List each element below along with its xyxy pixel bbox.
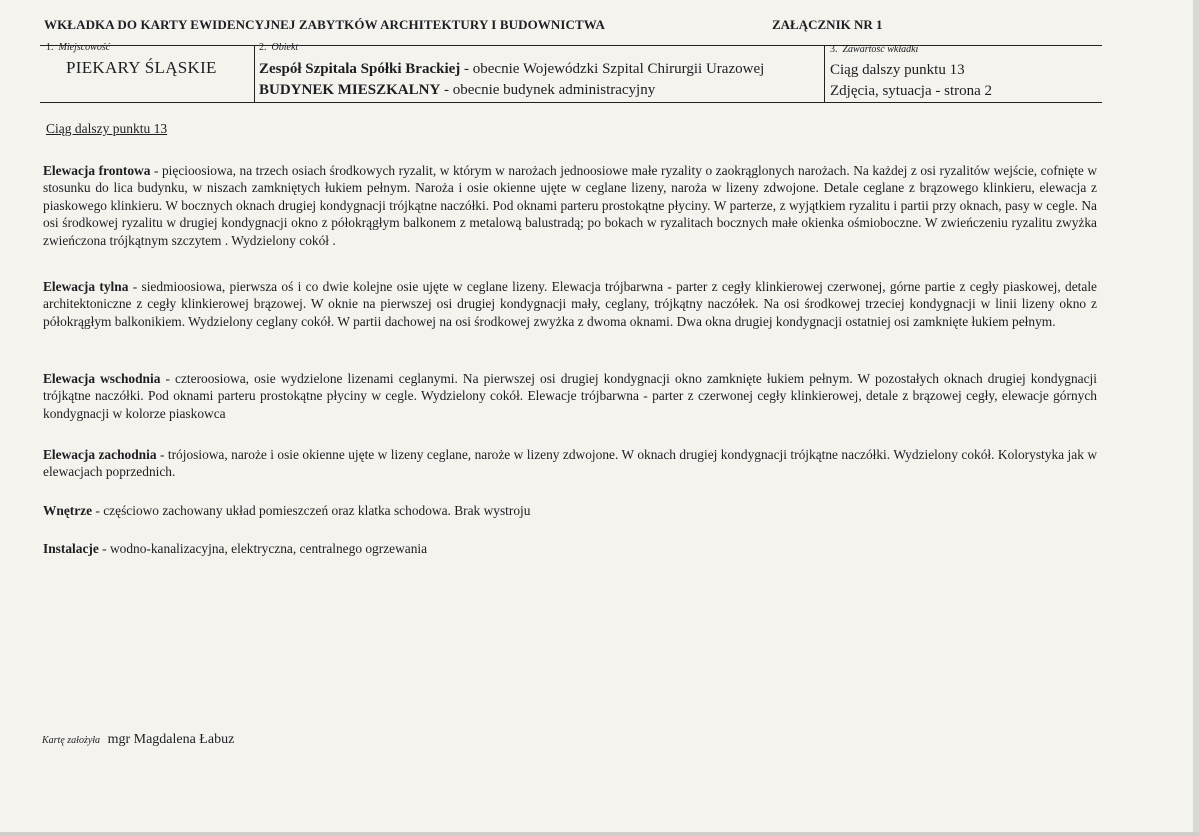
author-name: mgr Magdalena Łabuz: [107, 732, 235, 747]
document-title: WKŁADKA DO KARTY EWIDENCYJNEJ ZABYTKÓW ARCHITEKTURY I BUDOWNICTWA: [44, 17, 605, 32]
section-interior: Wnętrze - częściowo zachowany układ pomieszczeń oraz klatka schodowa. Brak wystroju: [43, 503, 531, 518]
contents-line-1: Ciąg dalszy punktu 13: [830, 62, 965, 78]
scan-edge-right: [1193, 0, 1199, 836]
section-east-elevation: Elewacja wschodnia - czteroosiowa, osie wydzielone lizenami ceglanymi. Na pierwszej osi drugiej kondygnacji okno zamknięte łukiem pełnym. W pozostałych oknach drugiej kondygnacji trójkątne naczółki. Pod oknami parteru prostokątne płyciny w cegle. Wydzielony cokół. Elewacje trójbarwna - parter z czerwonej cegły klinkierowej, detale z brązowej cegły, elewacje górnych kondygnacji w kolorze piaskowca: [43, 371, 1098, 421]
author-label: Kartę założyła: [42, 735, 101, 746]
contents-field-label: 3. Zawartość wkładki: [830, 44, 919, 55]
section-front-elevation: Elewacja frontowa - pięcioosiowa, na trzech osiach środkowych ryzalit, w którym w narożach jednoosiowe małe ryzality o zaokrąglonych narożach. Na każdej z osi ryzalitów wejście, cofnięte w stosunku do lica budynku, w niszach zamkniętych łukiem pełnym. Naroża i osie okienne ujęte w ceglane lizeny, naroża w lizeny zdwojone. Detale ceglane z brązowego klinkieru, elewacja z piaskowego klinkieru. W bocznych oknach drugiej kondygnacji trójkątne naczółki. Pod oknami parteru prostokątne płyciny. W parterze, z wyjątkiem ryzalitu i partii przy oknach, pasy w cegle. Na osi środkowej ryzalitu w drugiej kondygnacji okno z półokrągłym balkonem z metalową balustradą; po bokach w ryzalitach bocznych małe okienka ośmioboczne. W zwieńczeniu ryzalitu zwyżka zwieńczona trójkątnym szczytem . Wydzielony cokół .: [43, 163, 1097, 248]
header-top-rule: [40, 45, 1102, 46]
section-installations: Instalacje - wodno-kanalizacyjna, elektryczna, centralnego ogrzewania: [43, 541, 428, 556]
object-field-label: 2. Obiekt: [259, 42, 299, 53]
object-name-line-1: Zespół Szpitala Spółki Brackiej - obecnie Wojewódzki Szpital Chirurgii Urazowej: [259, 61, 765, 77]
place-value: PIEKARY ŚLĄSKIE: [66, 58, 217, 77]
annex-number: ZAŁĄCZNIK NR 1: [772, 17, 883, 32]
author-signature-line: [42, 732, 234, 748]
continuation-subtitle: Ciąg dalszy punktu 13: [46, 121, 168, 136]
column-divider-1: [254, 45, 255, 102]
object-name-line-2: BUDYNEK MIESZKALNY - obecnie budynek administracyjny: [259, 82, 656, 98]
column-divider-2: [824, 45, 825, 102]
contents-line-2: Zdjęcia, sytuacja - strona 2: [830, 83, 993, 99]
scan-edge-bottom: [0, 832, 1199, 836]
section-rear-elevation: Elewacja tylna - siedmioosiowa, pierwsza oś i co dwie kolejne osie ujęte w ceglane lizeny. Elewacja trójbarwna - parter z cegły klinkierowej czerwonej, górne partie z cegły piaskowej, detale architektoniczne z cegły klinkierowej brązowej. W oknie na pierwszej osi drugiej kondygnacji mały, ceglany, trójkątny naczółek. Na osi środkowej trzeciej kondygnacji w linii lizeny okno z półokrągłym balkonikiem. Wydzielony ceglany cokół. W partii dachowej na osi środkowej zwyżka z dwoma oknami. Dwa okna drugiej kondygnacji ostatniej osi zamknięte łukiem pełnym.: [43, 279, 1097, 329]
header-bottom-rule: [40, 102, 1102, 103]
section-west-elevation: Elewacja zachodnia - trójosiowa, naroże i osie okienne ujęte w lizeny ceglane, naroże w lizeny zdwojone. W oknach drugiej kondygnacji trójkątne naczółki. Wydzielony cokół. Kolorystyka jak w elewacjach poprzednich.: [43, 447, 1097, 480]
place-field-label: 1. Miejscowość: [46, 42, 111, 53]
